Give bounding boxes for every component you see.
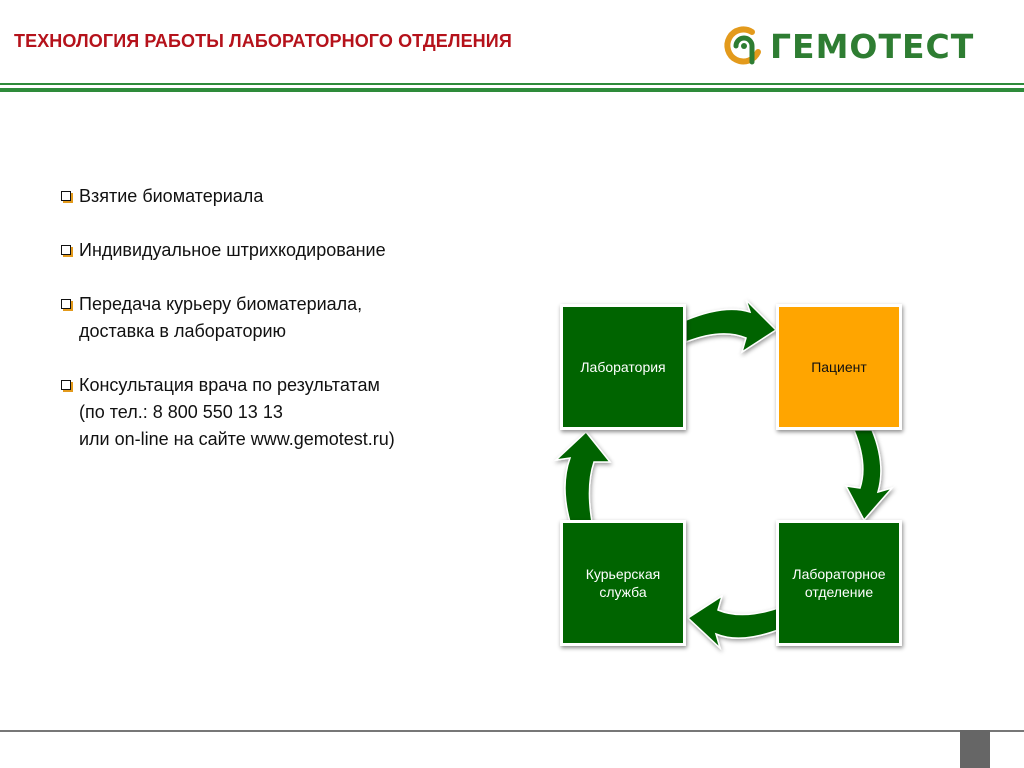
bullet-text: доставка в лабораторию <box>79 321 287 341</box>
cycle-diagram <box>550 296 920 656</box>
arrow-left-icon <box>688 596 778 648</box>
bullet-item <box>58 291 518 345</box>
bullet-text: или on-line на сайте www.gemotest.ru) <box>79 429 395 449</box>
arrow-up-icon <box>556 432 610 522</box>
bullet-item <box>58 372 518 453</box>
checkbox-bullet-icon <box>58 188 74 204</box>
bullet-text: Передача курьеру биоматериала, <box>79 294 363 314</box>
bullet-item <box>58 237 518 264</box>
page-title: ТЕХНОЛОГИЯ РАБОТЫ ЛАБОРАТОРНОГО ОТДЕЛЕНИЯ <box>14 31 512 51</box>
bullet-text: Консультация врача по результатам <box>79 375 380 395</box>
node-patient <box>776 304 902 430</box>
node-label: отделение <box>804 584 874 600</box>
logo-text: ГЕМОТЕСТ <box>770 26 975 66</box>
arrow-down-icon <box>846 430 892 520</box>
checkbox-bullet-icon <box>58 377 74 393</box>
bullet-item <box>58 183 518 210</box>
node-label: Лабораторное <box>792 566 886 582</box>
node-laboratory <box>560 304 686 430</box>
node-label: Курьерская <box>585 566 661 582</box>
checkbox-bullet-icon <box>58 242 74 258</box>
node-label: служба <box>599 584 647 600</box>
header-rule-thin <box>0 83 1024 85</box>
arrow-right-icon <box>686 300 776 352</box>
footer-rule <box>0 730 1024 732</box>
node-courier-service <box>560 520 686 646</box>
node-label: Пациент <box>811 359 867 375</box>
node-label: Лаборатория <box>580 359 666 375</box>
footer-block <box>960 730 990 768</box>
bullet-text: Индивидуальное штрихкодирование <box>79 240 386 260</box>
bullet-text: Взятие биоматериала <box>79 186 264 206</box>
header-rule-thick <box>0 88 1024 92</box>
bullet-list <box>58 183 518 480</box>
node-lab-department <box>776 520 902 646</box>
bullet-text: (по тел.: 8 800 550 13 13 <box>79 402 283 422</box>
logo-icon <box>722 22 766 70</box>
logo <box>722 22 974 70</box>
checkbox-bullet-icon <box>58 296 74 312</box>
